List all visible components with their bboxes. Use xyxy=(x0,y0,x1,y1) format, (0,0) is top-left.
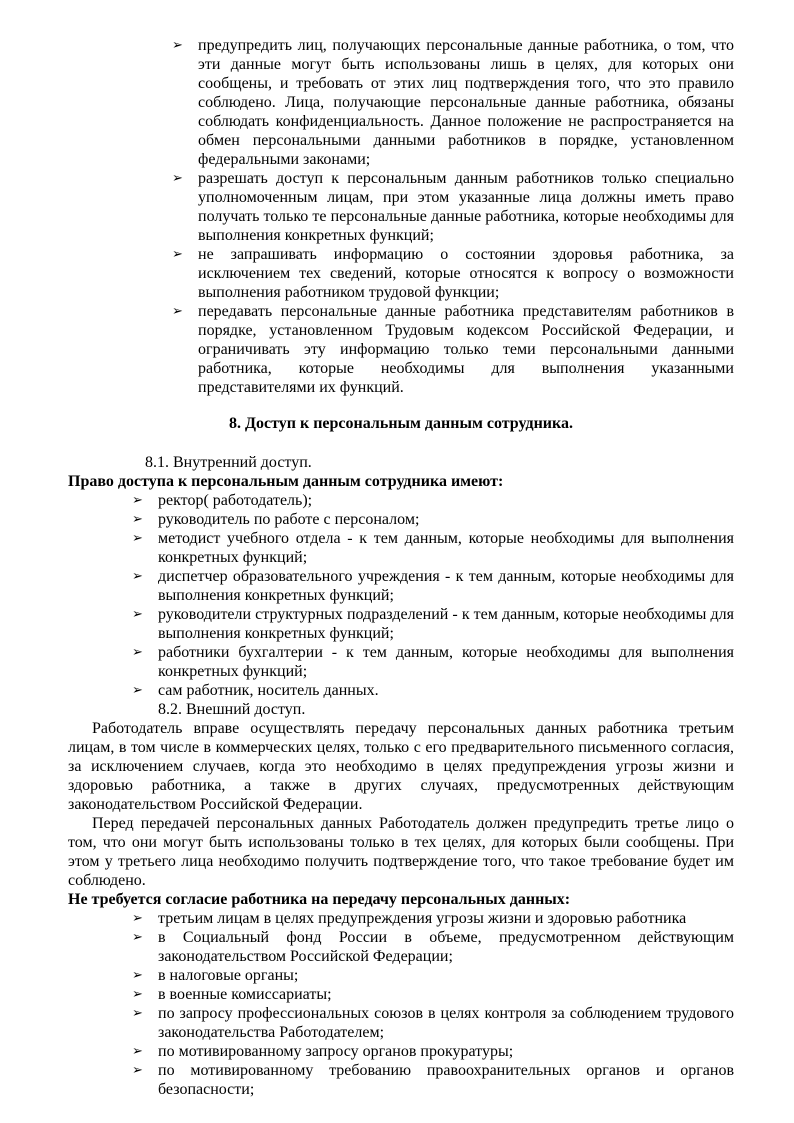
internal-access-lead: Право доступа к персональным данным сотрудника имеют: xyxy=(68,473,504,490)
arrow-bullet-icon: ➢ xyxy=(132,1044,143,1059)
list-item-text: руководитель по работе с персоналом; xyxy=(158,511,420,528)
list-item-text: разрешать доступ к персональным данным работников только специально уполномоченным лицам, при этом указанные лица должны иметь право получать только те персональные данные работника, которые необходимы для выполнения конкретных функций; xyxy=(198,170,734,244)
list-item xyxy=(68,567,734,605)
arrow-bullet-icon: ➢ xyxy=(172,304,183,319)
list-item xyxy=(68,510,734,529)
external-access-paragraph-1: Работодатель вправе осуществлять передачу персональных данных работника третьим лицам, в том числе в коммерческих целях, только с его предварительного письменного согласия, за исключением случаев, когда это необходимо в целях предупреждения угрозы жизни и здоровью работника, а также в других случаях, предусмотренных действующим законодательством Российской Федерации. xyxy=(68,720,734,813)
list-item-text: руководители структурных подразделений - к тем данным, которые необходимы для выполнения конкретных функций; xyxy=(158,606,734,642)
employer-obligations-list xyxy=(68,36,734,397)
arrow-bullet-icon: ➢ xyxy=(172,38,183,53)
list-item-text: по мотивированному запросу органов прокуратуры; xyxy=(158,1043,514,1060)
list-item-text: третьим лицам в целях предупреждения угрозы жизни и здоровью работника xyxy=(158,910,687,927)
arrow-bullet-icon: ➢ xyxy=(132,512,143,527)
list-item-text: передавать персональные данные работника представителям работников в порядке, установленном Трудовым кодексом Российской Федерации, и ограничивать эту информацию только теми персональными данными работника, которые необходимы для выполнения указанными представителями их функций. xyxy=(198,303,734,396)
list-item xyxy=(68,985,734,1004)
list-item-text: работники бухгалтерии - к тем данным, которые необходимы для выполнения конкретных функций; xyxy=(158,644,734,680)
external-access-paragraph-2: Перед передачей персональных данных Работодатель должен предупредить третье лицо о том, что они могут быть использованы только в тех целях, для которых были сообщены. При этом у третьего лица необходимо получить подтверждение того, что такое требование будет им соблюдено. xyxy=(68,815,734,889)
list-item xyxy=(68,643,734,681)
list-item xyxy=(68,605,734,643)
list-item-text: сам работник, носитель данных. xyxy=(158,682,379,699)
arrow-bullet-icon: ➢ xyxy=(132,911,143,926)
list-item xyxy=(68,909,734,928)
list-item-text: в Социальный фонд России в объеме, предусмотренном действующим законодательством Российской Федерации; xyxy=(158,929,734,965)
document-content xyxy=(68,36,734,1099)
list-item xyxy=(68,681,734,700)
arrow-bullet-icon: ➢ xyxy=(172,247,183,262)
arrow-bullet-icon: ➢ xyxy=(132,987,143,1002)
list-item xyxy=(68,491,734,510)
section-8-title: 8. Доступ к персональным данным сотрудника. xyxy=(229,415,573,432)
arrow-bullet-icon: ➢ xyxy=(132,683,143,698)
list-item xyxy=(68,1061,734,1099)
list-item xyxy=(68,169,734,245)
section-8-2-heading: 8.2. Внешний доступ. xyxy=(158,701,306,718)
internal-access-list xyxy=(68,491,734,700)
list-item-text: ректор( работодатель); xyxy=(158,492,313,509)
list-item xyxy=(68,966,734,985)
list-item xyxy=(68,928,734,966)
list-item xyxy=(68,36,734,169)
arrow-bullet-icon: ➢ xyxy=(132,607,143,622)
list-item-text: методист учебного отдела - к тем данным, которые необходимы для выполнения конкретных функций; xyxy=(158,530,734,566)
no-consent-lead: Не требуется согласие работника на передачу персональных данных: xyxy=(68,891,571,908)
list-item-text: в военные комиссариаты; xyxy=(158,986,332,1003)
list-item-text: не запрашивать информацию о состоянии здоровья работника, за исключением тех сведений, которые относятся к вопросу о возможности выполнения работником трудовой функции; xyxy=(198,246,734,301)
arrow-bullet-icon: ➢ xyxy=(132,968,143,983)
list-item-text: по мотивированному требованию правоохранительных органов и органов безопасности; xyxy=(158,1062,734,1098)
arrow-bullet-icon: ➢ xyxy=(132,1063,143,1078)
arrow-bullet-icon: ➢ xyxy=(132,493,143,508)
arrow-bullet-icon: ➢ xyxy=(132,569,143,584)
list-item-text: диспетчер образовательного учреждения - к тем данным, которые необходимы для выполнения конкретных функций; xyxy=(158,568,734,604)
section-8-1-heading: 8.1. Внутренний доступ. xyxy=(145,454,312,471)
list-item-text: по запросу профессиональных союзов в целях контроля за соблюдением трудового законодательства Работодателем; xyxy=(158,1005,734,1041)
list-item xyxy=(68,529,734,567)
arrow-bullet-icon: ➢ xyxy=(132,531,143,546)
arrow-bullet-icon: ➢ xyxy=(172,171,183,186)
no-consent-list xyxy=(68,909,734,1099)
list-item xyxy=(68,1042,734,1061)
list-item xyxy=(68,1004,734,1042)
list-item xyxy=(68,245,734,302)
list-item-text: в налоговые органы; xyxy=(158,967,299,984)
arrow-bullet-icon: ➢ xyxy=(132,930,143,945)
list-item xyxy=(68,302,734,397)
arrow-bullet-icon: ➢ xyxy=(132,645,143,660)
arrow-bullet-icon: ➢ xyxy=(132,1006,143,1021)
list-item-text: предупредить лиц, получающих персональные данные работника, о том, что эти данные могут быть использованы лишь в целях, для которых они сообщены, и требовать от этих лиц подтверждения того, что это правило соблюдено. Лица, получающие персональные данные работника, обязаны соблюдать конфиденциальность. Данное положение не распространяется на обмен персональными данными работников в порядке, установленном федеральными законами; xyxy=(198,37,734,168)
